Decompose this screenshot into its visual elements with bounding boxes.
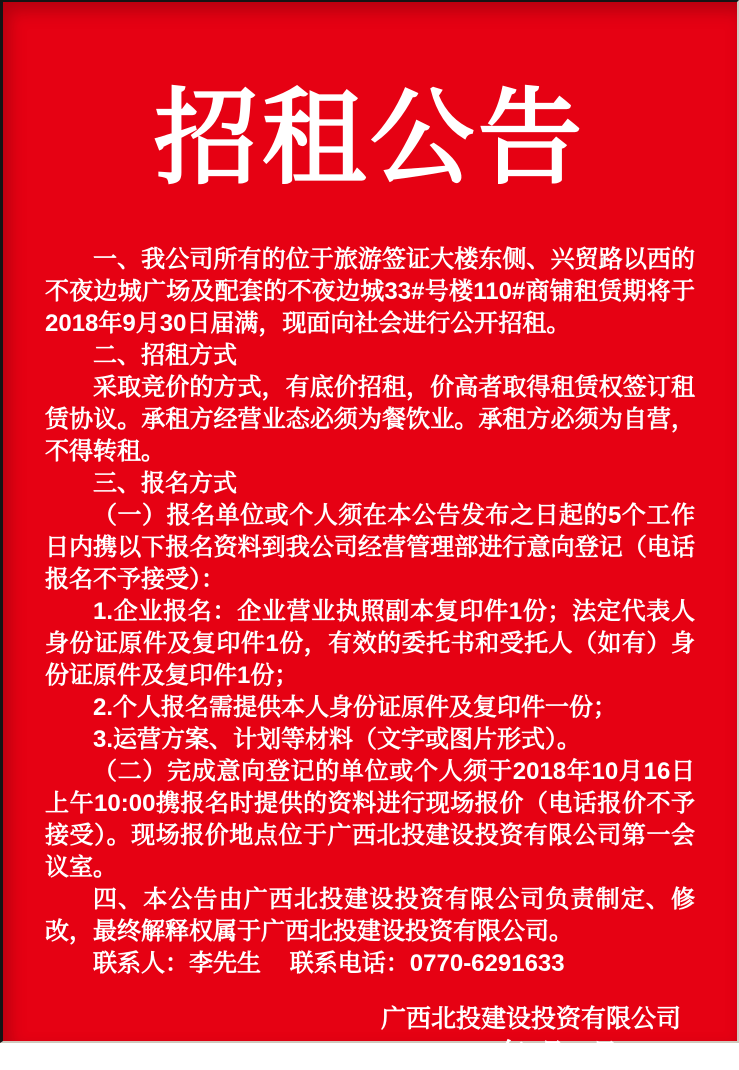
- contact-phone-label: 联系电话：: [289, 950, 410, 977]
- paragraph-section3-heading: 三、报名方式: [93, 470, 237, 497]
- paragraph-individual-materials: 2.个人报名需提供本人身份证原件及复印件一份；: [93, 694, 618, 721]
- signature-block: [381, 1002, 681, 1070]
- paragraph-enterprise-materials: 1.企业报名：企业营业执照副本复印件1份；法定代表人身份证原件及复印件1份，有效的委托书和受托人（如有）身份证原件及复印件1份；: [45, 598, 695, 689]
- paragraph-bidding-rule: （二）完成意向登记的单位或个人须于2018年10月16日上午10:00携报名时提供的资料进行现场报价（电话报价不予接受）。现场报价地点位于广西北投建设投资有限公司第一会议室。: [45, 758, 695, 881]
- contact-person-label: 联系人：: [93, 950, 189, 977]
- signature-area: [3, 1002, 737, 1070]
- paragraph-section2-body: 采取竞价的方式，有底价招租，价高者取得租赁权签订租赁协议。承租方经营业态必须为餐饮业。承租方必须为自营，不得转租。: [45, 374, 695, 465]
- contact-phone-number: 0770-6291633: [409, 950, 565, 977]
- poster-title: 招租公告: [153, 82, 586, 197]
- paragraph-intro: 一、我公司所有的位于旅游签证大楼东侧、兴贸路以西的不夜边城广场及配套的不夜边城33#号楼110#商铺租赁期将于2018年9月30日届满，现面向社会进行公开招租。: [45, 246, 695, 337]
- contact-line: [45, 948, 695, 980]
- paragraph-interpretation-right: 四、本公告由广西北投建设投资有限公司负责制定、修改，最终解释权属于广西北投建设投资有限公司。: [45, 886, 695, 945]
- signature-date: 2018年9月30日: [444, 1039, 618, 1067]
- signature-company-name: 广西北投建设投资有限公司: [380, 1005, 681, 1033]
- paragraph-plan-materials: 3.运营方案、计划等材料（文字或图片形式）。: [93, 726, 582, 753]
- contact-person-name: 李先生: [189, 950, 261, 977]
- paragraph-registration-rule: （一）报名单位或个人须在本公告发布之日起的5个工作日内携以下报名资料到我公司经营管理部进行意向登记（电话报名不予接受）：: [45, 502, 695, 593]
- paragraph-section2-heading: 二、招租方式: [93, 342, 237, 369]
- announcement-body: [3, 244, 737, 980]
